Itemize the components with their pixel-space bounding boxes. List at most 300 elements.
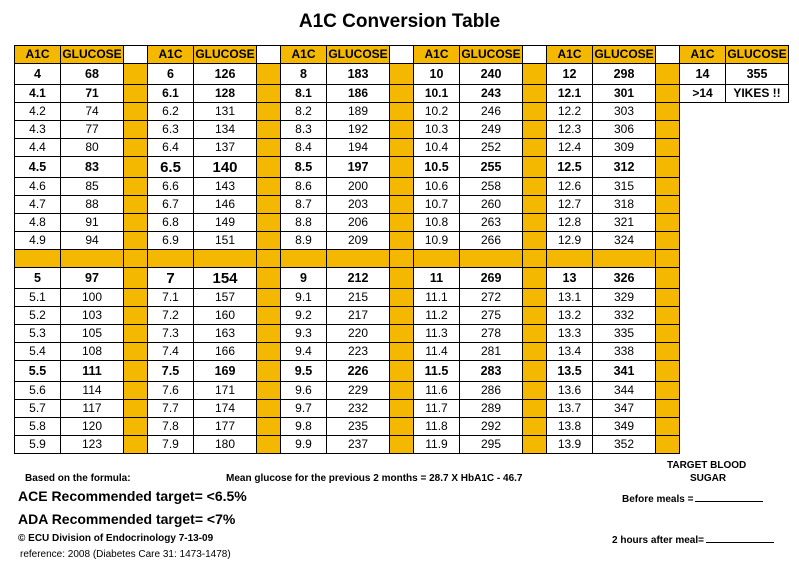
a1c-cell: 6.3 [148, 121, 194, 139]
table-row [15, 214, 789, 232]
glucose-cell: 111 [61, 361, 124, 382]
glucose-cell: 154 [194, 268, 257, 289]
glucose-cell: 243 [460, 85, 523, 103]
separator-cell [656, 325, 680, 343]
glucose-cell: 189 [327, 103, 390, 121]
divider-cell [593, 250, 656, 268]
separator-cell [390, 382, 414, 400]
glucose-cell: 275 [460, 307, 523, 325]
a1c-cell: 12.9 [547, 232, 593, 250]
a1c-cell: 13.9 [547, 436, 593, 454]
empty-cell [680, 307, 789, 325]
a1c-cell: 9 [281, 268, 327, 289]
glucose-cell: 74 [61, 103, 124, 121]
a1c-cell: 4.2 [15, 103, 61, 121]
separator-cell [390, 343, 414, 361]
a1c-cell: 7.4 [148, 343, 194, 361]
glucose-cell: 180 [194, 436, 257, 454]
separator-cell [656, 232, 680, 250]
separator-cell [523, 103, 547, 121]
a1c-header: A1C [281, 46, 327, 64]
a1c-cell: 4.6 [15, 178, 61, 196]
divider-cell [281, 250, 327, 268]
table-row [15, 436, 789, 454]
a1c-header: A1C [547, 46, 593, 64]
separator-cell [656, 418, 680, 436]
before-meals-label: Before meals = [622, 494, 694, 505]
glucose-header: GLUCOSE [593, 46, 656, 64]
separator-cell [656, 361, 680, 382]
glucose-cell: 332 [593, 307, 656, 325]
glucose-cell: 186 [327, 85, 390, 103]
empty-cell [680, 418, 789, 436]
glucose-cell: 260 [460, 196, 523, 214]
divider-cell [656, 250, 680, 268]
a1c-cell: 14 [680, 64, 726, 85]
glucose-cell: 105 [61, 325, 124, 343]
glucose-cell: 149 [194, 214, 257, 232]
table-row [15, 196, 789, 214]
glucose-cell: 306 [593, 121, 656, 139]
a1c-cell: 11.8 [414, 418, 460, 436]
divider-cell [194, 250, 257, 268]
a1c-cell: 13.4 [547, 343, 593, 361]
glucose-header: GLUCOSE [194, 46, 257, 64]
empty-cell [680, 382, 789, 400]
separator-cell [523, 232, 547, 250]
glucose-cell: 355 [726, 64, 789, 85]
separator-cell [257, 214, 281, 232]
a1c-cell: 11.2 [414, 307, 460, 325]
glucose-cell: 88 [61, 196, 124, 214]
separator-cell [390, 289, 414, 307]
glucose-cell: 235 [327, 418, 390, 436]
glucose-cell: 252 [460, 139, 523, 157]
a1c-cell: 9.7 [281, 400, 327, 418]
a1c-cell: 5.9 [15, 436, 61, 454]
a1c-cell: 12.2 [547, 103, 593, 121]
separator-cell [257, 196, 281, 214]
a1c-cell: 4 [15, 64, 61, 85]
a1c-cell: 11.3 [414, 325, 460, 343]
empty-cell [680, 289, 789, 307]
table-row [15, 382, 789, 400]
a1c-cell: 6.2 [148, 103, 194, 121]
glucose-cell: 85 [61, 178, 124, 196]
a1c-cell: 13 [547, 268, 593, 289]
table-row [15, 268, 789, 289]
glucose-cell: 137 [194, 139, 257, 157]
separator-cell [257, 400, 281, 418]
glucose-cell: 223 [327, 343, 390, 361]
glucose-cell: 120 [61, 418, 124, 436]
separator-cell [523, 436, 547, 454]
glucose-cell: 278 [460, 325, 523, 343]
separator-cell [390, 214, 414, 232]
glucose-cell: 68 [61, 64, 124, 85]
a1c-cell: 13.3 [547, 325, 593, 343]
a1c-cell: 10.4 [414, 139, 460, 157]
glucose-cell: 140 [194, 157, 257, 178]
separator-cell [257, 436, 281, 454]
glucose-cell: 128 [194, 85, 257, 103]
separator-cell [523, 196, 547, 214]
separator-cell [523, 268, 547, 289]
separator-cell [656, 157, 680, 178]
separator-cell [523, 361, 547, 382]
glucose-cell: 103 [61, 307, 124, 325]
a1c-cell: 4.9 [15, 232, 61, 250]
divider-cell [327, 250, 390, 268]
separator-cell [257, 64, 281, 85]
empty-cell [680, 178, 789, 196]
formula-label: Based on the formula: [25, 473, 131, 484]
separator-cell [523, 214, 547, 232]
separator-cell [656, 436, 680, 454]
a1c-header: A1C [680, 46, 726, 64]
separator-cell [124, 343, 148, 361]
separator-cell [390, 64, 414, 85]
a1c-cell: 6 [148, 64, 194, 85]
header-row [15, 46, 789, 64]
separator-cell [124, 436, 148, 454]
after-meal-field [612, 533, 774, 546]
glucose-cell: 326 [593, 268, 656, 289]
a1c-cell: 13.1 [547, 289, 593, 307]
separator-cell [124, 325, 148, 343]
a1c-cell: 8.6 [281, 178, 327, 196]
conversion-table [14, 45, 789, 454]
table-row [15, 178, 789, 196]
glucose-cell: 143 [194, 178, 257, 196]
separator-cell [523, 64, 547, 85]
separator-cell [257, 289, 281, 307]
a1c-cell: 7.3 [148, 325, 194, 343]
separator-cell [257, 307, 281, 325]
separator-cell [656, 121, 680, 139]
a1c-cell: 4.8 [15, 214, 61, 232]
separator-cell [257, 382, 281, 400]
separator-cell [124, 178, 148, 196]
a1c-cell: 13.7 [547, 400, 593, 418]
a1c-cell: 8.9 [281, 232, 327, 250]
a1c-cell: 7.8 [148, 418, 194, 436]
glucose-cell: 255 [460, 157, 523, 178]
table-row [15, 418, 789, 436]
separator-cell [390, 139, 414, 157]
a1c-cell: 8.1 [281, 85, 327, 103]
glucose-cell: 203 [327, 196, 390, 214]
a1c-cell: 12 [547, 64, 593, 85]
separator-cell [523, 121, 547, 139]
glucose-cell: 266 [460, 232, 523, 250]
divider-cell [15, 250, 61, 268]
divider-cell [460, 250, 523, 268]
a1c-cell: 7.9 [148, 436, 194, 454]
glucose-cell: YIKES !! [726, 85, 789, 103]
glucose-cell: 329 [593, 289, 656, 307]
glucose-cell: 229 [327, 382, 390, 400]
a1c-cell: 5.2 [15, 307, 61, 325]
glucose-cell: 80 [61, 139, 124, 157]
glucose-cell: 209 [327, 232, 390, 250]
separator-cell [124, 361, 148, 382]
table-row [15, 289, 789, 307]
separator-cell [257, 139, 281, 157]
table-row [15, 157, 789, 178]
glucose-cell: 114 [61, 382, 124, 400]
empty-cell [680, 139, 789, 157]
glucose-cell: 91 [61, 214, 124, 232]
a1c-cell: 10.9 [414, 232, 460, 250]
a1c-cell: 10.7 [414, 196, 460, 214]
glucose-cell: 215 [327, 289, 390, 307]
divider-cell [414, 250, 460, 268]
glucose-cell: 177 [194, 418, 257, 436]
table-row [15, 400, 789, 418]
a1c-cell: 12.1 [547, 85, 593, 103]
a1c-cell: 11.7 [414, 400, 460, 418]
glucose-cell: 192 [327, 121, 390, 139]
page-title: A1C Conversion Table [298, 11, 501, 32]
a1c-cell: 8.7 [281, 196, 327, 214]
glucose-cell: 249 [460, 121, 523, 139]
separator-cell [523, 157, 547, 178]
a1c-cell: 4.4 [15, 139, 61, 157]
a1c-cell: 11.4 [414, 343, 460, 361]
separator-cell [124, 400, 148, 418]
separator-cell [124, 121, 148, 139]
table-row [15, 343, 789, 361]
copyright: © ECU Division of Endocrinology 7-13-09 [18, 533, 214, 544]
a1c-cell: 7.6 [148, 382, 194, 400]
glucose-cell: 292 [460, 418, 523, 436]
target-title-line1: TARGET BLOOD [667, 460, 747, 471]
empty-cell [680, 103, 789, 121]
separator-cell [390, 307, 414, 325]
separator-cell [124, 139, 148, 157]
separator-cell [390, 46, 414, 64]
separator-cell [656, 268, 680, 289]
a1c-cell: 6.5 [148, 157, 194, 178]
separator-cell [523, 382, 547, 400]
a1c-cell: 7.5 [148, 361, 194, 382]
glucose-cell: 318 [593, 196, 656, 214]
separator-cell [257, 85, 281, 103]
glucose-cell: 134 [194, 121, 257, 139]
a1c-cell: 9.5 [281, 361, 327, 382]
a1c-cell: 12.3 [547, 121, 593, 139]
separator-cell [523, 307, 547, 325]
after-meal-blank [706, 533, 774, 543]
a1c-cell: 10.5 [414, 157, 460, 178]
separator-cell [124, 103, 148, 121]
glucose-cell: 146 [194, 196, 257, 214]
glucose-cell: 100 [61, 289, 124, 307]
glucose-cell: 194 [327, 139, 390, 157]
separator-cell [390, 103, 414, 121]
table-row [15, 232, 789, 250]
separator-cell [390, 418, 414, 436]
glucose-cell: 160 [194, 307, 257, 325]
glucose-cell: 97 [61, 268, 124, 289]
a1c-cell: 9.9 [281, 436, 327, 454]
a1c-cell: 8.5 [281, 157, 327, 178]
glucose-cell: 347 [593, 400, 656, 418]
empty-cell [680, 268, 789, 289]
empty-cell [680, 343, 789, 361]
glucose-cell: 349 [593, 418, 656, 436]
target-title-line2: SUGAR [690, 473, 727, 484]
a1c-cell: 5.6 [15, 382, 61, 400]
glucose-cell: 226 [327, 361, 390, 382]
glucose-cell: 338 [593, 343, 656, 361]
divider-cell [148, 250, 194, 268]
empty-cell [680, 250, 789, 268]
separator-cell [124, 157, 148, 178]
a1c-cell: 5.4 [15, 343, 61, 361]
empty-cell [680, 232, 789, 250]
separator-cell [390, 85, 414, 103]
a1c-cell: 8.3 [281, 121, 327, 139]
table-row [15, 64, 789, 85]
a1c-header: A1C [15, 46, 61, 64]
separator-cell [656, 289, 680, 307]
glucose-header: GLUCOSE [726, 46, 789, 64]
separator-cell [390, 121, 414, 139]
table-row [15, 85, 789, 103]
a1c-cell: 12.6 [547, 178, 593, 196]
glucose-cell: 295 [460, 436, 523, 454]
glucose-cell: 335 [593, 325, 656, 343]
a1c-cell: 6.6 [148, 178, 194, 196]
glucose-cell: 263 [460, 214, 523, 232]
separator-cell [656, 400, 680, 418]
a1c-cell: 11.9 [414, 436, 460, 454]
a1c-cell: 12.5 [547, 157, 593, 178]
gold-divider-row [15, 250, 789, 268]
separator-cell [390, 157, 414, 178]
a1c-cell: 13.5 [547, 361, 593, 382]
divider-cell [61, 250, 124, 268]
separator-cell [257, 418, 281, 436]
a1c-cell: 9.8 [281, 418, 327, 436]
glucose-cell: 344 [593, 382, 656, 400]
separator-cell [523, 418, 547, 436]
separator-cell [656, 307, 680, 325]
separator-cell [124, 418, 148, 436]
separator-cell [124, 307, 148, 325]
a1c-cell: 6.9 [148, 232, 194, 250]
glucose-header: GLUCOSE [61, 46, 124, 64]
ada-target: ADA Recommended target= <7% [18, 511, 236, 527]
empty-cell [680, 214, 789, 232]
a1c-cell: >14 [680, 85, 726, 103]
a1c-cell: 5.8 [15, 418, 61, 436]
empty-cell [680, 325, 789, 343]
glucose-cell: 258 [460, 178, 523, 196]
separator-cell [523, 46, 547, 64]
a1c-cell: 11.5 [414, 361, 460, 382]
a1c-cell: 12.7 [547, 196, 593, 214]
separator-cell [656, 103, 680, 121]
a1c-cell: 6.7 [148, 196, 194, 214]
separator-cell [656, 196, 680, 214]
glucose-cell: 237 [327, 436, 390, 454]
glucose-cell: 197 [327, 157, 390, 178]
a1c-cell: 5.3 [15, 325, 61, 343]
glucose-cell: 312 [593, 157, 656, 178]
separator-cell [390, 436, 414, 454]
glucose-cell: 126 [194, 64, 257, 85]
a1c-cell: 5.1 [15, 289, 61, 307]
table-row [15, 121, 789, 139]
divider-cell [390, 250, 414, 268]
glucose-cell: 232 [327, 400, 390, 418]
a1c-cell: 5.5 [15, 361, 61, 382]
separator-cell [124, 85, 148, 103]
glucose-cell: 166 [194, 343, 257, 361]
after-meal-label: 2 hours after meal= [612, 535, 704, 546]
a1c-cell: 11.1 [414, 289, 460, 307]
a1c-cell: 10.2 [414, 103, 460, 121]
glucose-cell: 171 [194, 382, 257, 400]
glucose-cell: 315 [593, 178, 656, 196]
a1c-cell: 5.7 [15, 400, 61, 418]
glucose-header: GLUCOSE [327, 46, 390, 64]
glucose-cell: 206 [327, 214, 390, 232]
separator-cell [656, 64, 680, 85]
a1c-cell: 6.8 [148, 214, 194, 232]
separator-cell [124, 268, 148, 289]
a1c-cell: 13.6 [547, 382, 593, 400]
glucose-cell: 108 [61, 343, 124, 361]
glucose-cell: 352 [593, 436, 656, 454]
separator-cell [257, 103, 281, 121]
divider-cell [523, 250, 547, 268]
glucose-cell: 272 [460, 289, 523, 307]
a1c-cell: 7.1 [148, 289, 194, 307]
glucose-cell: 289 [460, 400, 523, 418]
separator-cell [257, 121, 281, 139]
glucose-cell: 123 [61, 436, 124, 454]
glucose-cell: 220 [327, 325, 390, 343]
glucose-cell: 286 [460, 382, 523, 400]
glucose-cell: 77 [61, 121, 124, 139]
before-meals-field [622, 492, 763, 505]
separator-cell [257, 157, 281, 178]
a1c-cell: 9.3 [281, 325, 327, 343]
a1c-cell: 8.4 [281, 139, 327, 157]
glucose-cell: 298 [593, 64, 656, 85]
a1c-cell: 8 [281, 64, 327, 85]
glucose-cell: 163 [194, 325, 257, 343]
separator-cell [656, 178, 680, 196]
separator-cell [257, 361, 281, 382]
a1c-cell: 6.1 [148, 85, 194, 103]
a1c-cell: 13.2 [547, 307, 593, 325]
table-row [15, 103, 789, 121]
divider-cell [547, 250, 593, 268]
glucose-cell: 94 [61, 232, 124, 250]
glucose-cell: 281 [460, 343, 523, 361]
glucose-cell: 341 [593, 361, 656, 382]
separator-cell [523, 178, 547, 196]
glucose-cell: 303 [593, 103, 656, 121]
separator-cell [390, 232, 414, 250]
separator-cell [656, 139, 680, 157]
glucose-cell: 200 [327, 178, 390, 196]
